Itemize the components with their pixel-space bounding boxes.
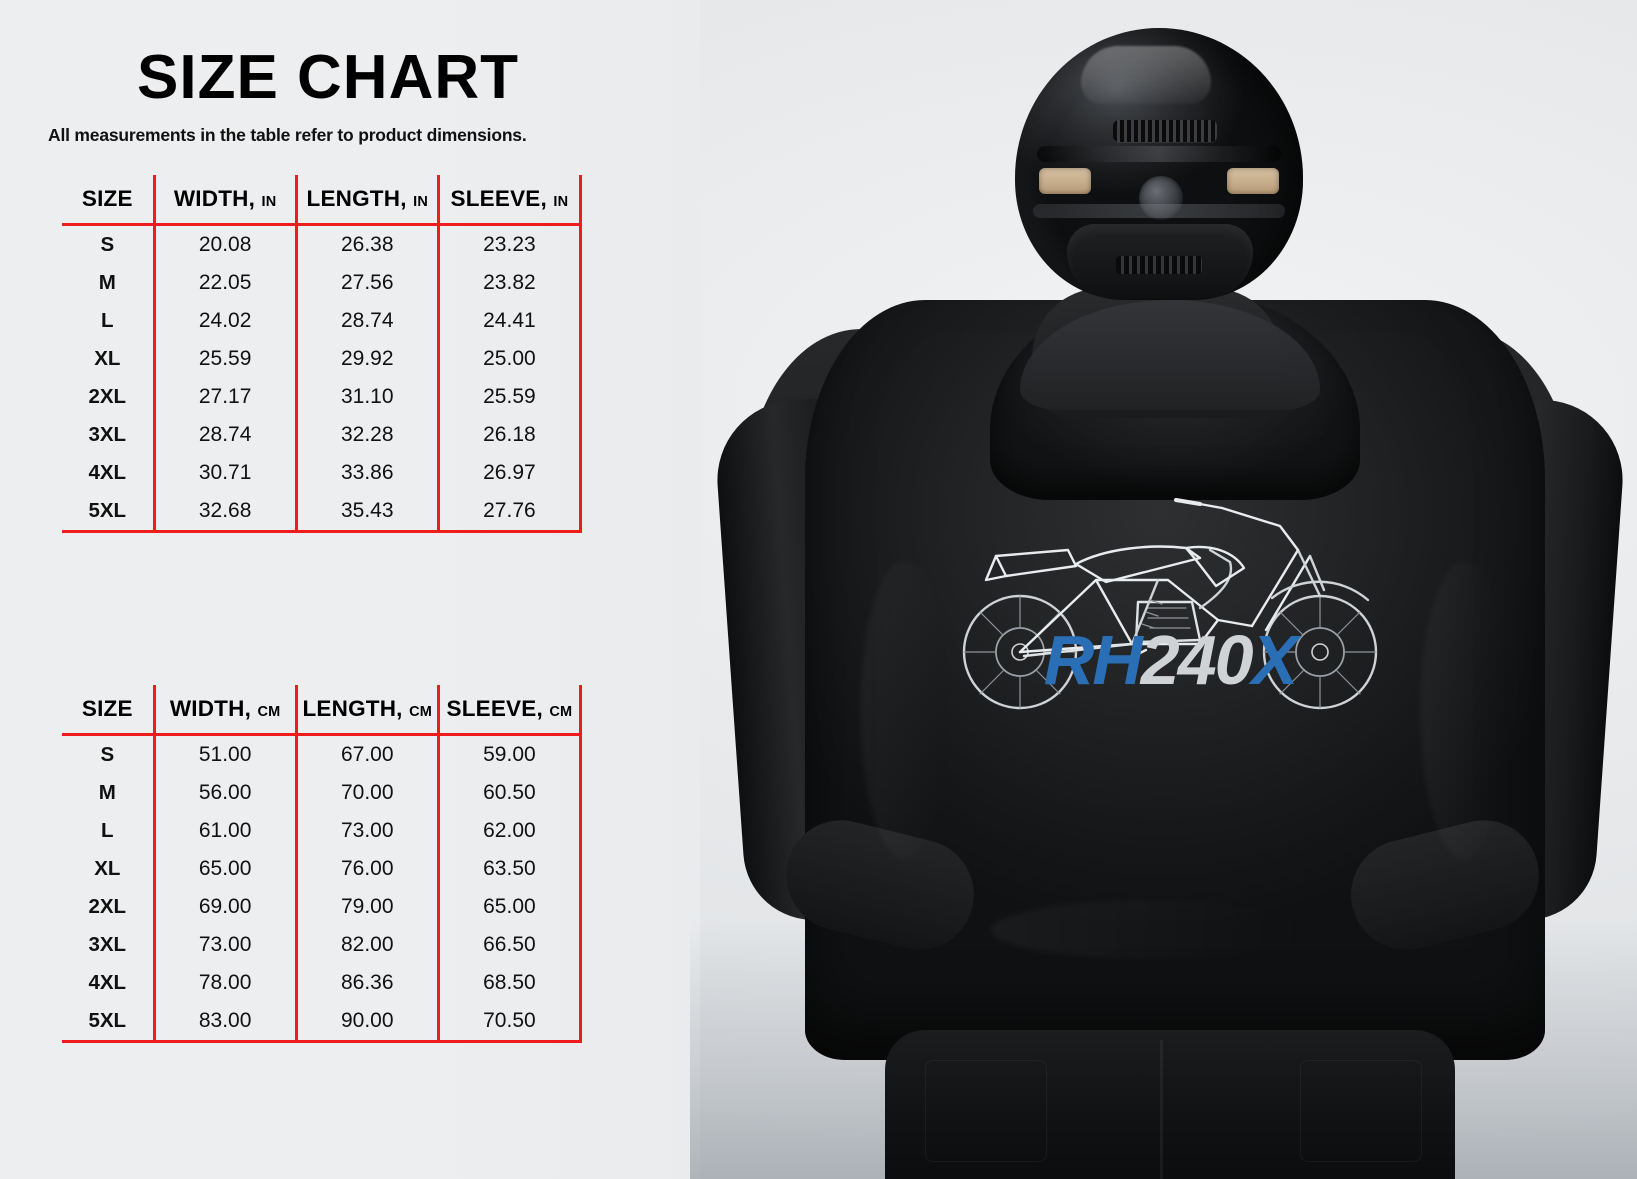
cell-size: 4XL	[62, 454, 154, 492]
helmet-top-vent	[1113, 120, 1217, 142]
cell-sleeve: 65.00	[438, 888, 580, 926]
table-row	[62, 454, 581, 492]
cell-width: 22.05	[154, 264, 296, 302]
cell-width: 25.59	[154, 340, 296, 378]
table-row	[62, 340, 581, 378]
table-head	[62, 685, 581, 735]
fabric-fold	[860, 560, 950, 860]
cell-width: 56.00	[154, 774, 296, 812]
cell-size: 5XL	[62, 492, 154, 532]
table-row	[62, 888, 581, 926]
cell-length: 90.00	[296, 1002, 438, 1042]
table-row	[62, 774, 581, 812]
size-table-inches	[62, 175, 582, 533]
column-header-size: SIZE	[62, 685, 154, 735]
cell-width: 78.00	[154, 964, 296, 1002]
table-header-row	[62, 685, 581, 735]
table-row	[62, 926, 581, 964]
cell-size: 3XL	[62, 416, 154, 454]
size-table-inches-wrapper	[62, 175, 582, 533]
cell-sleeve: 23.82	[438, 264, 580, 302]
size-table-cm-wrapper	[62, 685, 582, 1043]
column-header-length: LENGTH, IN	[296, 175, 438, 225]
page-title: SIZE CHART	[137, 43, 519, 112]
cell-width: 32.68	[154, 492, 296, 532]
table-row	[62, 850, 581, 888]
cell-size: 3XL	[62, 926, 154, 964]
cell-sleeve: 68.50	[438, 964, 580, 1002]
cell-size: L	[62, 812, 154, 850]
cell-width: 20.08	[154, 225, 296, 265]
helmet-side-vent-left	[1039, 168, 1091, 194]
cell-sleeve: 27.76	[438, 492, 580, 532]
cell-sleeve: 66.50	[438, 926, 580, 964]
cell-width: 73.00	[154, 926, 296, 964]
cell-sleeve: 59.00	[438, 735, 580, 775]
table-body	[62, 225, 581, 532]
size-table-cm	[62, 685, 582, 1043]
cell-sleeve: 62.00	[438, 812, 580, 850]
cell-length: 29.92	[296, 340, 438, 378]
cell-sleeve: 23.23	[438, 225, 580, 265]
cell-size: 2XL	[62, 378, 154, 416]
cell-width: 28.74	[154, 416, 296, 454]
cell-length: 76.00	[296, 850, 438, 888]
table-row	[62, 302, 581, 340]
cell-size: S	[62, 225, 154, 265]
cell-size: 2XL	[62, 888, 154, 926]
cell-length: 26.38	[296, 225, 438, 265]
cell-length: 32.28	[296, 416, 438, 454]
cell-length: 27.56	[296, 264, 438, 302]
cell-size: XL	[62, 340, 154, 378]
column-header-length: LENGTH, CM	[296, 685, 438, 735]
table-row	[62, 735, 581, 775]
fabric-fold	[990, 900, 1310, 960]
helmet-side-vent-right	[1227, 168, 1279, 194]
cell-sleeve: 63.50	[438, 850, 580, 888]
column-header-size: SIZE	[62, 175, 154, 225]
fabric-fold	[1420, 560, 1510, 860]
cell-size: L	[62, 302, 154, 340]
cell-width: 69.00	[154, 888, 296, 926]
cell-width: 51.00	[154, 735, 296, 775]
helmet-trim-edge	[1033, 204, 1285, 218]
wordmark-part-rh: RH	[1043, 621, 1141, 699]
table-body	[62, 735, 581, 1042]
table-row	[62, 492, 581, 532]
cell-size: M	[62, 774, 154, 812]
table-row	[62, 812, 581, 850]
helmet-chin-vent	[1116, 256, 1202, 274]
cell-sleeve: 24.41	[438, 302, 580, 340]
size-chart-panel	[0, 0, 700, 1179]
cell-size: S	[62, 735, 154, 775]
cell-length: 28.74	[296, 302, 438, 340]
cell-width: 27.17	[154, 378, 296, 416]
cell-size: 5XL	[62, 1002, 154, 1042]
helmet-visor-seam	[1037, 146, 1281, 162]
pants-pocket-right	[1300, 1060, 1422, 1162]
column-header-sleeve: SLEEVE, IN	[438, 175, 580, 225]
column-header-width: WIDTH, CM	[154, 685, 296, 735]
table-head	[62, 175, 581, 225]
cell-sleeve: 26.18	[438, 416, 580, 454]
cell-width: 61.00	[154, 812, 296, 850]
table-header-row	[62, 175, 581, 225]
cell-size: XL	[62, 850, 154, 888]
cell-width: 30.71	[154, 454, 296, 492]
cell-width: 83.00	[154, 1002, 296, 1042]
product-photo	[690, 0, 1637, 1179]
cell-length: 79.00	[296, 888, 438, 926]
cell-sleeve: 70.50	[438, 1002, 580, 1042]
cell-size: M	[62, 264, 154, 302]
table-row	[62, 225, 581, 265]
cell-sleeve: 25.00	[438, 340, 580, 378]
table-row	[62, 264, 581, 302]
cell-length: 73.00	[296, 812, 438, 850]
helmet-gloss-highlight	[1081, 46, 1211, 104]
column-header-width: WIDTH, IN	[154, 175, 296, 225]
cell-width: 24.02	[154, 302, 296, 340]
cell-length: 33.86	[296, 454, 438, 492]
table-row	[62, 964, 581, 1002]
cell-size: 4XL	[62, 964, 154, 1002]
wordmark-part-240: 240	[1140, 621, 1252, 699]
cell-sleeve: 60.50	[438, 774, 580, 812]
pants-seam	[1160, 1040, 1163, 1179]
table-row	[62, 378, 581, 416]
column-header-sleeve: SLEEVE, CM	[438, 685, 580, 735]
cell-length: 82.00	[296, 926, 438, 964]
page-subtitle: All measurements in the table refer to product dimensions.	[48, 125, 527, 145]
cell-length: 35.43	[296, 492, 438, 532]
cell-sleeve: 25.59	[438, 378, 580, 416]
pants-pocket-left	[925, 1060, 1047, 1162]
graphic-wordmark	[910, 621, 1430, 699]
cell-length: 86.36	[296, 964, 438, 1002]
cell-length: 67.00	[296, 735, 438, 775]
cell-width: 65.00	[154, 850, 296, 888]
wordmark-part-x: X	[1251, 621, 1297, 699]
cell-sleeve: 26.97	[438, 454, 580, 492]
table-row	[62, 1002, 581, 1042]
cell-length: 70.00	[296, 774, 438, 812]
cell-length: 31.10	[296, 378, 438, 416]
table-row	[62, 416, 581, 454]
